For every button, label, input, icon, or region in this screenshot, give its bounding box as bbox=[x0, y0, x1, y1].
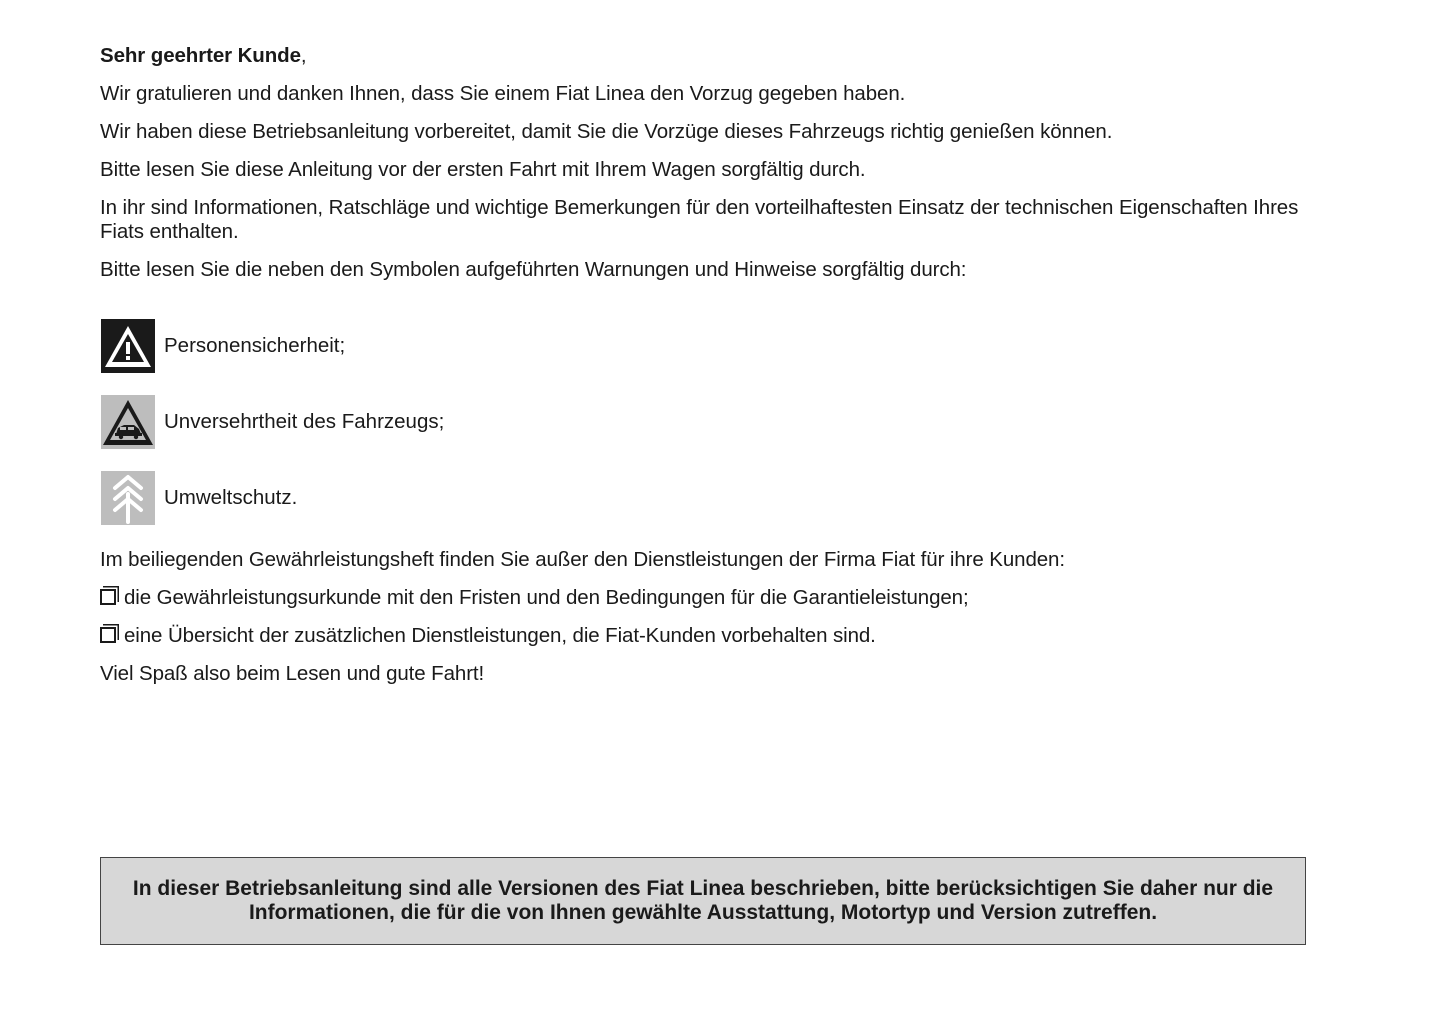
warranty-section bbox=[100, 548, 1310, 686]
symbol-label: Umweltschutz. bbox=[164, 486, 298, 509]
checkbox-bullet-icon bbox=[100, 627, 116, 643]
vehicle-warning-icon bbox=[100, 394, 156, 450]
warranty-item bbox=[100, 586, 1310, 610]
symbol-label: Personensicherheit; bbox=[164, 334, 346, 357]
paragraph-congratulations: Wir gratulieren und danken Ihnen, dass Sie einem Fiat Linea den Vorzug gegeben haben. bbox=[100, 82, 906, 105]
symbol-legend bbox=[100, 318, 1310, 526]
paragraph-read-before: Bitte lesen Sie diese Anleitung vor der ersten Fahrt mit Ihrem Wagen sorgfältig durch. bbox=[100, 158, 866, 181]
versions-notice-text: In dieser Betriebsanleitung sind alle Versionen des Fiat Linea beschrieben, bitte berücksichtigen Sie daher nur die Informationen, die für die von Ihnen gewählte Ausstattung, Motortyp und Version zutreffen. bbox=[132, 877, 1274, 924]
greeting-bold: Sehr geehrter Kunde bbox=[100, 44, 301, 67]
warranty-item-text: eine Übersicht der zusätzlichen Dienstleistungen, die Fiat-Kunden vorbehalten sind. bbox=[124, 624, 876, 647]
versions-notice-box bbox=[100, 857, 1306, 945]
warranty-intro: Im beiliegenden Gewährleistungsheft finden Sie außer den Dienstleistungen der Firma Fiat für ihre Kunden: bbox=[100, 548, 1065, 571]
greeting-punct: , bbox=[300, 44, 307, 67]
symbol-personal-safety bbox=[100, 318, 1310, 374]
checkbox-bullet-icon bbox=[100, 589, 116, 605]
document-page bbox=[100, 44, 1310, 700]
symbol-vehicle-integrity bbox=[100, 394, 1310, 450]
warranty-item-text: die Gewährleistungsurkunde mit den Fristen und den Bedingungen für die Garantieleistungen; bbox=[124, 586, 969, 609]
paragraph-contents: In ihr sind Informationen, Ratschläge und wichtige Bemerkungen für den vorteilhaftesten Einsatz der technischen Eigenschaften Ihres Fiats enthalten. bbox=[100, 196, 1299, 243]
environment-arrows-icon bbox=[100, 470, 156, 526]
symbol-environment bbox=[100, 470, 1310, 526]
paragraph-symbols-intro: Bitte lesen Sie die neben den Symbolen aufgeführten Warnungen und Hinweise sorgfältig durch: bbox=[100, 258, 967, 281]
greeting bbox=[100, 44, 1310, 68]
closing-line: Viel Spaß also beim Lesen und gute Fahrt! bbox=[100, 662, 485, 685]
symbol-label: Unversehrtheit des Fahrzeugs; bbox=[164, 410, 445, 433]
warranty-item bbox=[100, 624, 1310, 648]
warning-triangle-icon bbox=[100, 318, 156, 374]
paragraph-manual-purpose: Wir haben diese Betriebsanleitung vorbereitet, damit Sie die Vorzüge dieses Fahrzeugs richtig genießen können. bbox=[100, 120, 1113, 143]
